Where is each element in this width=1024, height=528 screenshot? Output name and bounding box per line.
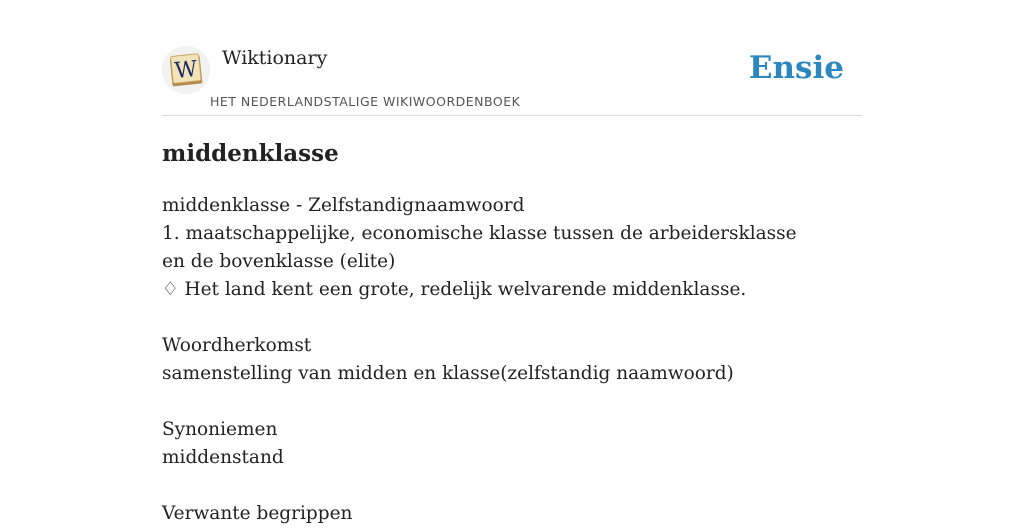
spacer bbox=[162, 388, 812, 416]
page-title: middenklasse bbox=[162, 140, 339, 167]
related-heading: Verwante begrippen bbox=[162, 503, 353, 524]
wiktionary-logo-icon[interactable] bbox=[162, 46, 210, 94]
site-header bbox=[162, 44, 862, 116]
spacer bbox=[162, 472, 812, 500]
spacer bbox=[162, 304, 812, 332]
example-sentence: ♢ Het land kent een grote, redelijk welvarende middenklasse. bbox=[162, 279, 747, 300]
entry-content bbox=[162, 192, 812, 528]
synonyms-heading: Synoniemen bbox=[162, 419, 278, 440]
definition-text: 1. maatschappelijke, economische klasse tussen de arbeidersklasse en de bovenklasse (elite) bbox=[162, 223, 797, 272]
ensie-brand-link[interactable]: Ensie bbox=[748, 50, 844, 86]
definition-heading: middenklasse - Zelfstandignaamwoord bbox=[162, 195, 525, 216]
site-tagline: HET NEDERLANDSTALIGE WIKIWOORDENBOEK bbox=[210, 94, 521, 109]
synonyms-text: middenstand bbox=[162, 447, 284, 468]
etymology-text: samenstelling van midden en klasse(zelfstandig naamwoord) bbox=[162, 363, 734, 384]
logo-letter: W bbox=[173, 56, 199, 85]
site-name[interactable]: Wiktionary bbox=[222, 47, 328, 69]
etymology-heading: Woordherkomst bbox=[162, 335, 312, 356]
